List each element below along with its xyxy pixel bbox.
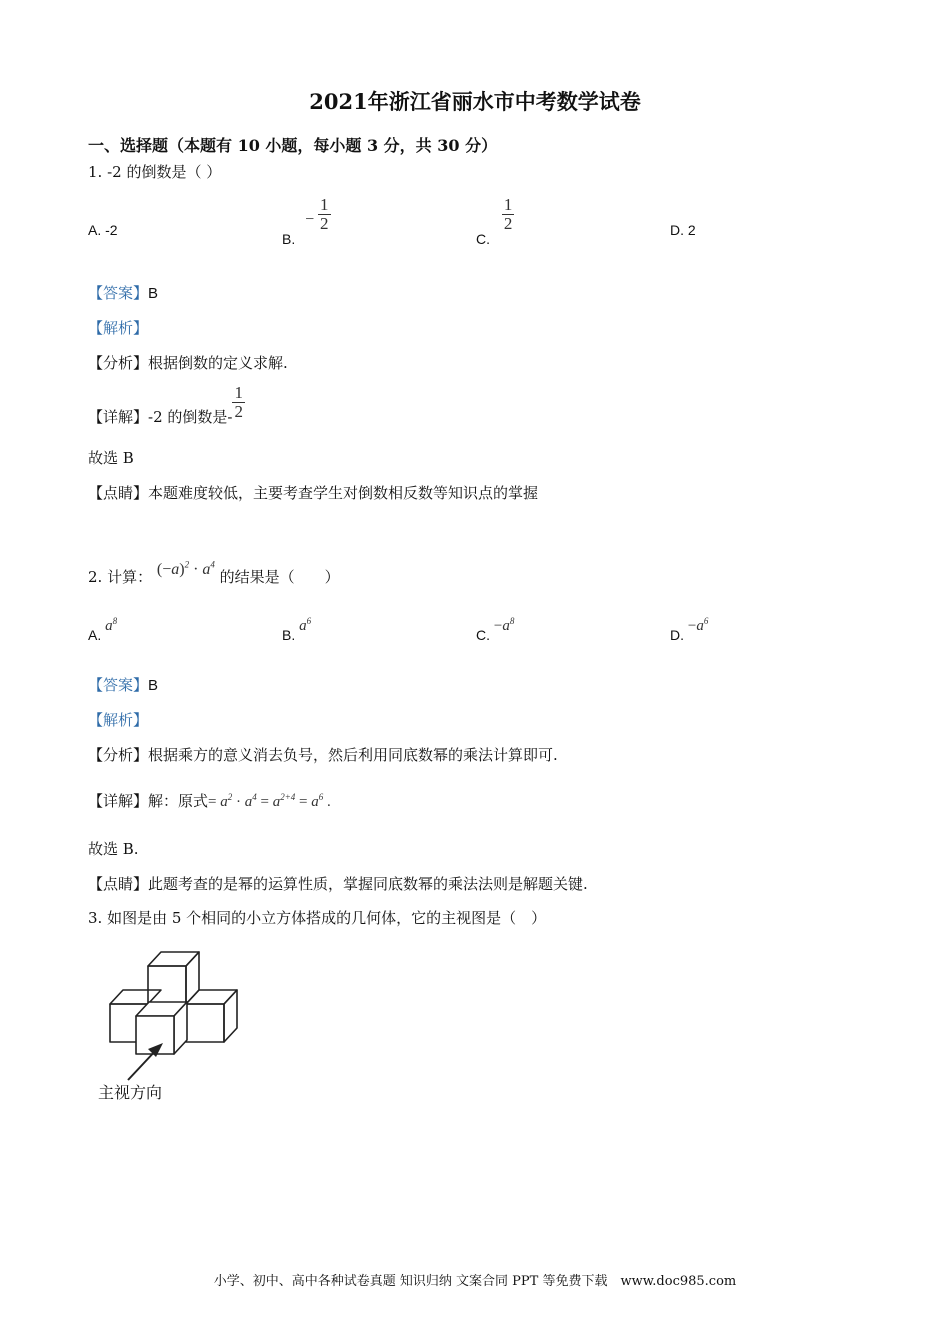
q2-dianjing-text: 此题考查的是幂的运算性质，掌握同底数幂的乘法法则是解题关键. [148,875,588,893]
q1-conclusion: 故选 B [88,449,134,467]
q1-dianjing-tag: 【点睛】 [88,484,149,502]
right-cube-top-face [186,990,237,1004]
q2-answer [88,674,158,695]
q2-option-b-label: B. [282,627,296,643]
q1-option-c-fraction [502,196,515,233]
q1-answer-value: B [148,285,159,302]
q2-stem [88,558,340,586]
q1-xiangjie-tag: 【详解】 [88,407,149,426]
q1-jiexi: 【解析】 [88,319,149,337]
q2-option-a-label: A. [88,627,102,643]
q2-xiangjie-tag: 【详解】 [88,792,149,810]
q1-b-frac-num: 1 [320,195,329,214]
q2-fenxi [88,744,558,765]
q2-xiangjie-text: 解：原式 [148,792,209,810]
q2-option-d-label: D. [670,627,684,643]
q1-option-b-label: B. [282,231,296,248]
q2-fenxi-text: 根据乘方的意义消去负号，然后利用同底数幂的乘法计算即可. [148,746,558,764]
q2-fenxi-tag: 【分析】 [88,746,149,764]
q2-option-d [670,616,709,643]
q2-stem-post: 的结果是（ ） [219,568,340,586]
q2-answer-value: B [148,677,159,694]
q2-option-d-math: $-a^6$ [687,616,709,634]
q2-option-c-label: C. [476,627,490,643]
section-heading: 一、选择题（本题有 10 小题，每小题 3 分，共 30 分） [88,136,498,155]
q2-option-c [476,616,515,643]
q1-fenxi-tag: 【分析】 [88,354,149,372]
q1-option-b-fraction [318,196,331,233]
page-title: 2021年浙江省丽水市中考数学试卷 [309,89,641,114]
top-cube-top-face [148,952,199,966]
q1-x-frac-den: 2 [234,402,243,421]
q2-answer-tag: 【答案】 [88,676,149,694]
q1-option-d: D. 2 [670,222,696,238]
right-cube-front-face [186,1004,224,1042]
q1-dianjing-text: 本题难度较低，主要考查学生对倒数相反数等知识点的掌握 [148,485,539,502]
right-cube-side-face [224,990,237,1042]
q1-dianjing [88,482,538,503]
q1-option-b-minus: − [305,211,315,229]
q1-xiangjie [88,383,245,426]
q1-b-frac-den: 2 [320,214,329,233]
q2-jiexi: 【解析】 [88,711,149,729]
q2-dianjing [88,873,588,894]
q2-option-b [282,616,312,643]
q2-stem-pre: 2. 计算： [88,568,153,586]
q1-fenxi-text: 根据倒数的定义求解. [148,354,288,372]
q2-expression: $(-a)^2 \cdot a^4$ [156,559,215,578]
q2-dianjing-tag: 【点睛】 [88,875,149,893]
q1-xiangjie-fraction [232,384,245,421]
q1-option-b [282,195,331,248]
q2-option-b-math: $a^6$ [299,616,312,634]
q2-xiangjie [88,790,331,811]
q1-c-frac-den: 2 [503,214,513,233]
q2-xiangjie-math: = $a^2 \cdot a^4 = a^{2+4} = a^6$ . [208,792,331,810]
q2-option-c-math: $-a^8$ [493,616,515,634]
q1-x-frac-num: 1 [234,383,243,402]
q3-figure-label: 主视方向 [98,1085,163,1102]
q1-stem: 1. -2 的倒数是（ ） [88,163,222,181]
q2-conclusion: 故选 B. [88,840,139,858]
q2-option-a-math: $a^8$ [105,616,118,634]
q1-option-c [476,195,514,248]
q3-stem: 3. 如图是由 5 个相同的小立方体搭成的几何体，它的主视图是（ ） [88,909,547,927]
q1-option-c-label: C. [476,231,490,248]
q1-answer-tag: 【答案】 [88,284,149,302]
q1-answer [88,282,158,303]
q1-fenxi [88,352,288,373]
q1-c-frac-num: 1 [503,195,513,214]
page-footer: 小学、初中、高中各种试卷真题 知识归纳 文案合同 PPT 等免费下载 www.doc985.com [213,1274,737,1289]
q1-xiangjie-text: -2 的倒数是- [148,407,233,426]
q1-option-a: A. -2 [88,222,118,238]
q2-option-a [88,616,118,643]
